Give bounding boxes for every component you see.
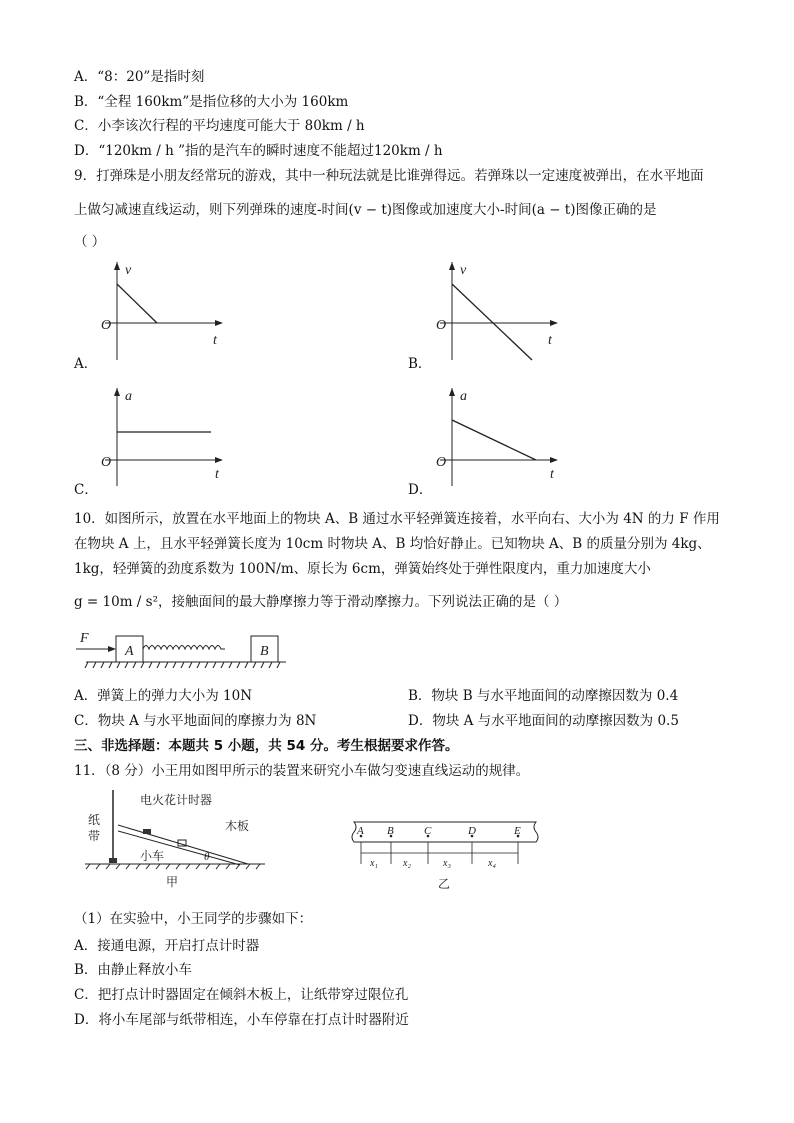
q10-option-b: B．物块 B 与水平地面间的动摩擦因数为 0.4 <box>408 688 679 704</box>
graph-b-origin: O <box>436 318 447 333</box>
graph-c-label: C． <box>74 482 98 498</box>
q8-option-d: D．“120km / h ”指的是汽车的瞬时速度不能超过120km / h <box>74 143 443 159</box>
point-d: D <box>468 825 476 837</box>
graph-a-origin: O <box>101 318 112 333</box>
timer-label: 电火花计时器 <box>140 793 213 807</box>
graph-a-x-label: t <box>213 333 217 348</box>
force-label: F <box>80 631 89 646</box>
angle-label: θ <box>204 851 210 863</box>
cart-label: 小车 <box>140 849 165 863</box>
q11-step-d: D．将小车尾部与纸带相连，小车停靠在打点计时器附近 <box>74 1012 409 1028</box>
graph-c-origin: O <box>101 455 112 470</box>
graph-c-x-label: t <box>215 467 219 482</box>
caption-yi: 乙 <box>438 877 451 891</box>
segment-x1: x₁ <box>370 858 378 869</box>
block-a-label: A <box>125 644 134 659</box>
tape-label-2: 带 <box>88 829 101 843</box>
q9-stem-line3: （ ） <box>74 234 106 250</box>
q11-step-b: B．由静止释放小车 <box>74 962 192 978</box>
graph-b <box>430 262 570 362</box>
q8-option-c: C．小李该次行程的平均速度可能大于 80km / h <box>74 118 365 134</box>
graph-c-y-label: a <box>125 389 132 404</box>
q9-stem-line1: 9．打弹珠是小朋友经常玩的游戏，其中一种玩法就是比谁弹得远。若弹珠以一定速度被弹出，在水平地面 <box>74 168 704 184</box>
q10-option-d: D．物块 A 与水平地面间的动摩擦因数为 0.5 <box>408 713 679 729</box>
graph-b-label: B． <box>408 356 432 372</box>
tape-label-1: 纸 <box>88 813 101 827</box>
point-a: A <box>357 825 364 837</box>
section-3-heading: 三、非选择题：本题共 5 小题，共 54 分。考生根据要求作答。 <box>74 738 459 754</box>
q11-stem: 11．（8 分）小王用如图甲所示的装置来研究小车做匀变速直线运动的规律。 <box>74 763 530 779</box>
q9-stem-line2: 上做匀减速直线运动，则下列弹珠的速度-时间(v − t)图像或加速度大小-时间(a − t)图像正确的是 <box>74 202 657 218</box>
q10-stem-line1: 10．如图所示，放置在水平地面上的物块 A、B 通过水平轻弹簧连接着，水平向右、大小为 4N 的力 F 作用 <box>74 511 720 527</box>
graph-a-y-label: v <box>125 263 132 278</box>
graph-b-y-label: v <box>460 263 467 278</box>
block-b-label: B <box>260 644 269 659</box>
q10-option-a: A．弹簧上的弹力大小为 10N <box>74 688 253 704</box>
graph-d <box>430 388 570 488</box>
q8-option-b: B．“全程 160km”是指位移的大小为 160km <box>74 94 349 110</box>
q11-step-a: A．接通电源，开启打点计时器 <box>74 938 260 954</box>
point-e: E <box>514 825 521 837</box>
figure-jia <box>80 790 270 890</box>
point-b: B <box>387 825 394 837</box>
graph-a-label: A． <box>74 356 98 372</box>
segment-x4: x₄ <box>488 858 496 869</box>
q10-figure <box>76 628 286 668</box>
graph-c <box>95 388 235 488</box>
q8-option-a: A．“8：20”是指时刻 <box>74 69 205 85</box>
graph-d-x-label: t <box>550 467 554 482</box>
graph-a <box>95 262 235 362</box>
graph-d-origin: O <box>436 455 447 470</box>
q10-stem-line2: 在物块 A 上，且水平轻弹簧长度为 10cm 时物块 A、B 均恰好静止。已知物块 A、B 的质量分别为 4kg、 <box>74 536 711 552</box>
segment-x2: x₂ <box>403 858 411 869</box>
graph-b-x-label: t <box>548 333 552 348</box>
graph-d-y-label: a <box>460 389 467 404</box>
q10-option-c: C．物块 A 与水平地面间的摩擦力为 8N <box>74 713 317 729</box>
point-c: C <box>424 825 432 837</box>
figure-yi <box>350 822 540 892</box>
q10-stem-line4: g = 10m / s²，接触面间的最大静摩擦力等于滑动摩擦力。下列说法正确的是（ ） <box>74 594 568 610</box>
q10-stem-line3: 1kg，轻弹簧的劲度系数为 100N/m、原长为 6cm，弹簧始终处于弹性限度内，重力加速度大小 <box>74 561 651 577</box>
q11-sub1: （1）在实验中，小王同学的步骤如下： <box>74 911 313 927</box>
graph-d-label: D． <box>408 482 433 498</box>
segment-x3: x₃ <box>443 858 451 869</box>
board-label: 木板 <box>225 819 250 833</box>
caption-jia: 甲 <box>166 875 179 889</box>
q11-step-c: C．把打点计时器固定在倾斜木板上，让纸带穿过限位孔 <box>74 987 409 1003</box>
